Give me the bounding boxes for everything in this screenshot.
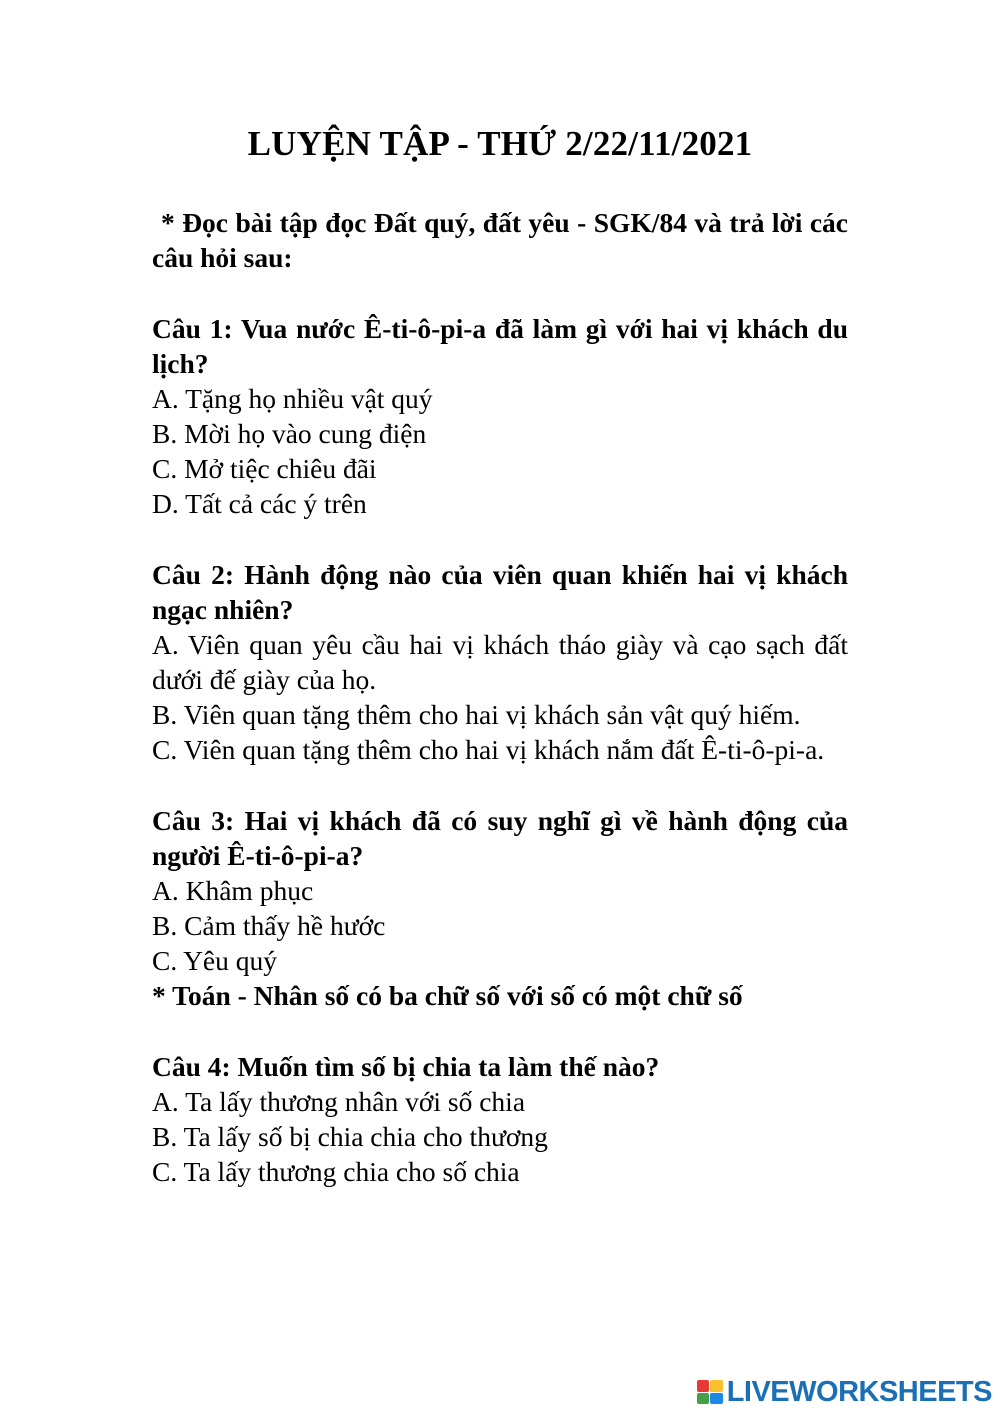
logo-square-yellow xyxy=(710,1380,723,1392)
worksheet-content xyxy=(152,205,848,1189)
question-3 xyxy=(152,803,848,978)
question-2 xyxy=(152,557,848,767)
math-section-heading: * Toán - Nhân số có ba chữ số với số có một chữ số xyxy=(152,980,743,1011)
question-3-option-c[interactable]: C. Yêu quý xyxy=(152,945,278,976)
question-2-option-c[interactable]: C. Viên quan tặng thêm cho hai vị khách nắm đất Ê-ti-ô-pi-a. xyxy=(152,734,825,765)
liveworksheets-logo-text: LIVEWORKSHEETS xyxy=(726,1376,992,1408)
question-4-option-c[interactable]: C. Ta lấy thương chia cho số chia xyxy=(152,1156,520,1187)
question-1-option-c[interactable]: C. Mở tiệc chiêu đãi xyxy=(152,453,377,484)
question-2-text: Câu 2: Hành động nào của viên quan khiến hai vị khách ngạc nhiên? xyxy=(152,559,848,625)
reading-instructions: * Đọc bài tập đọc Đất quý, đất yêu - SGK/84 và trả lời các câu hỏi sau: xyxy=(152,207,848,273)
question-4-option-a[interactable]: A. Ta lấy thương nhân với số chia xyxy=(152,1086,526,1117)
question-1-option-b[interactable]: B. Mời họ vào cung điện xyxy=(152,418,427,449)
question-4-text: Câu 4: Muốn tìm số bị chia ta làm thế nào? xyxy=(152,1051,660,1082)
question-1-option-d[interactable]: D. Tất cả các ý trên xyxy=(152,488,367,519)
question-1-text: Câu 1: Vua nước Ê-ti-ô-pi-a đã làm gì với hai vị khách du lịch? xyxy=(152,313,848,379)
logo-square-green xyxy=(697,1393,710,1405)
liveworksheets-logo-icon xyxy=(697,1380,723,1404)
question-4-option-b[interactable]: B. Ta lấy số bị chia chia cho thương xyxy=(152,1121,548,1152)
question-3-text: Câu 3: Hai vị khách đã có suy nghĩ gì về hành động của người Ê-ti-ô-pi-a? xyxy=(152,805,848,871)
question-2-option-a[interactable]: A. Viên quan yêu cầu hai vị khách tháo giày và cạo sạch đất dưới đế giày của họ. xyxy=(152,629,848,695)
question-4 xyxy=(152,1049,848,1189)
question-1-option-a[interactable]: A. Tặng họ nhiều vật quý xyxy=(152,383,433,414)
page-title: LUYỆN TẬP - THỨ 2/22/11/2021 xyxy=(247,124,753,163)
question-1 xyxy=(152,311,848,521)
logo-square-blue xyxy=(710,1393,723,1405)
logo-square-red xyxy=(697,1380,710,1392)
question-2-option-b[interactable]: B. Viên quan tặng thêm cho hai vị khách sản vật quý hiếm. xyxy=(152,699,801,730)
liveworksheets-logo xyxy=(697,1377,992,1407)
question-3-option-b[interactable]: B. Cảm thấy hề hước xyxy=(152,910,386,941)
question-3-option-a[interactable]: A. Khâm phục xyxy=(152,875,314,906)
